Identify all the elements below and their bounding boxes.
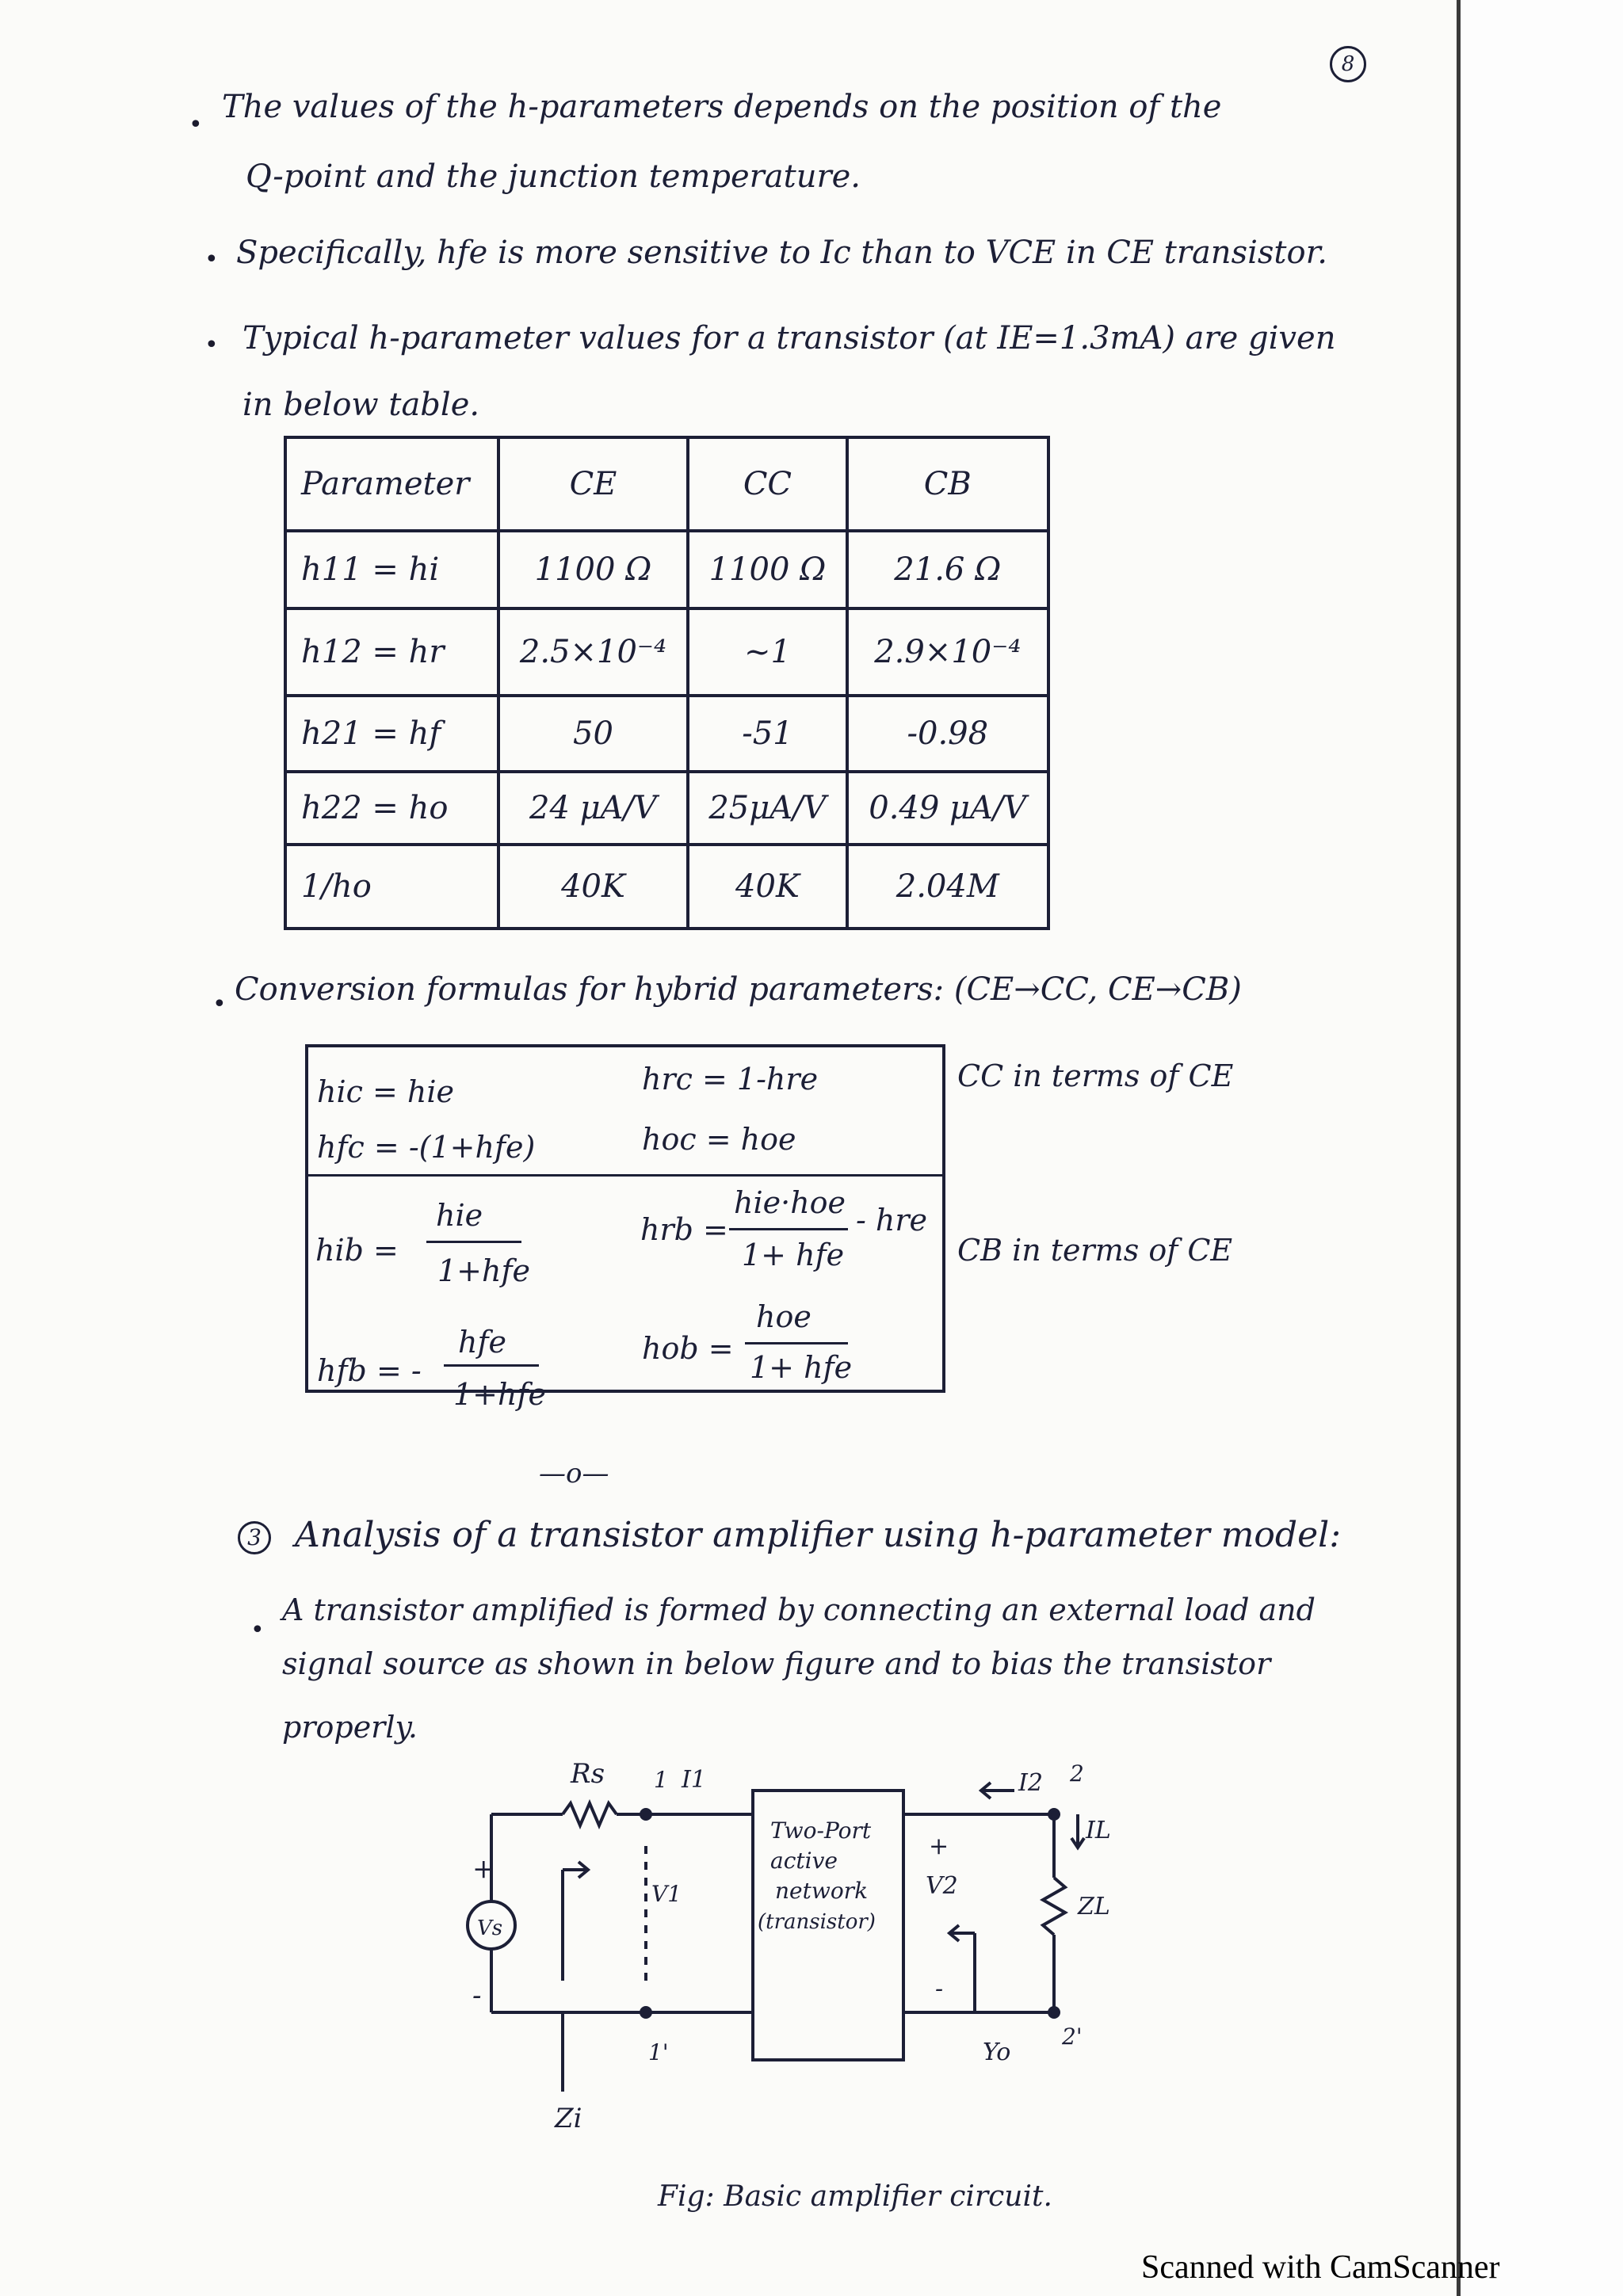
formula-hrb-lhs: hrb =	[640, 1212, 728, 1247]
label-i2: I2	[1018, 1769, 1043, 1797]
table-header-cell: Parameter	[285, 437, 498, 531]
table-row	[285, 608, 1048, 696]
section-paragraph-line-2: signal source as shown in below figure and to bias the transistor	[282, 1646, 1271, 1681]
table-row	[285, 845, 1048, 929]
table-cell: 50	[498, 696, 689, 772]
table-cell: h12 = hr	[285, 608, 498, 696]
table-cell: 2.04M	[847, 845, 1048, 929]
fraction-bar	[426, 1241, 521, 1243]
formula-hob-numerator: hoe	[756, 1299, 812, 1334]
table-cell: 2.5×10⁻⁴	[498, 608, 689, 696]
label-node-1-prime: 1'	[648, 2039, 669, 2065]
table-row	[285, 531, 1048, 608]
page-margin	[1461, 0, 1623, 2296]
fraction-bar	[444, 1364, 539, 1367]
intro-line-2: Specifically, hfe is more sensitive to Ic than to VCE in CE transistor.	[236, 235, 1328, 271]
label-node-2: 2	[1070, 1760, 1084, 1787]
table-cell: h21 = hf	[285, 696, 498, 772]
h-parameter-table	[284, 436, 1050, 930]
formula-hob-denominator: 1+ hfe	[750, 1350, 853, 1385]
network-label-line-2: active	[770, 1848, 838, 1874]
table-cell: 40K	[498, 845, 689, 929]
amplifier-circuit-diagram	[444, 1727, 1205, 2171]
formula-hob-lhs: hob =	[642, 1331, 734, 1366]
label-node-2-prime: 2'	[1062, 2023, 1083, 2050]
bullet-dot: •	[204, 331, 219, 359]
section-heading: Analysis of a transistor amplifier using h-parameter model:	[295, 1515, 1342, 1555]
formula-hib-numerator: hie	[436, 1198, 483, 1233]
bullet-dot: •	[250, 1616, 265, 1644]
formula-hrc: hrc = 1-hre	[642, 1062, 819, 1097]
bullet-dot: •	[204, 246, 219, 273]
table-cell: 40K	[688, 845, 846, 929]
table-header-row	[285, 437, 1048, 531]
formula-hrb-denominator: 1+ hfe	[742, 1238, 845, 1272]
table-cell: -0.98	[847, 696, 1048, 772]
table-cell: 1100 Ω	[498, 531, 689, 608]
bullet-dot: •	[189, 111, 203, 139]
fraction-bar	[729, 1228, 848, 1230]
label-zi: Zi	[555, 2103, 582, 2134]
formula-hrb-numerator: hie·hoe	[734, 1185, 846, 1220]
label-v2: V2	[926, 1872, 958, 1900]
formula-hib-denominator: 1+hfe	[437, 1253, 531, 1288]
table-header-cell: CE	[498, 437, 689, 531]
label-vs: Vs	[477, 1917, 503, 1940]
cb-in-terms-label: CB in terms of CE	[957, 1233, 1233, 1268]
formula-hoc: hoc = hoe	[642, 1122, 796, 1157]
terminal-node	[641, 1810, 651, 1819]
table-cell: 0.49 μA/V	[847, 772, 1048, 845]
figure-caption: Fig: Basic amplifier circuit.	[658, 2180, 1052, 2213]
label-v1: V1	[651, 1881, 682, 1907]
formula-hfb-denominator: 1+hfe	[453, 1377, 547, 1412]
intro-line-3: Typical h-parameter values for a transistor (at IE=1.3mA) are given	[242, 320, 1336, 357]
table-cell: 1/ho	[285, 845, 498, 929]
conversion-title: Conversion formulas for hybrid parameters: (CE→CC, CE→CB)	[235, 971, 1242, 1008]
label-minus: -	[472, 1980, 482, 2012]
table-cell: 1100 Ω	[688, 531, 846, 608]
table-cell: 25μA/V	[688, 772, 846, 845]
label-il: IL	[1086, 1817, 1111, 1844]
table-cell: 2.9×10⁻⁴	[847, 608, 1048, 696]
table-cell: -51	[688, 696, 846, 772]
label-v2-minus: -	[935, 1975, 944, 2003]
table-row	[285, 772, 1048, 845]
network-label-line-4: (transistor)	[758, 1910, 876, 1934]
formula-hfb-numerator: hfe	[458, 1325, 507, 1360]
scanner-watermark: Scanned with CamScanner	[1141, 2249, 1500, 2286]
label-zl: ZL	[1078, 1893, 1110, 1920]
label-rs: Rs	[571, 1758, 605, 1790]
intro-line-1: The values of the h-parameters depends on the position of the	[222, 89, 1222, 125]
table-cell: 21.6 Ω	[847, 531, 1048, 608]
table-row	[285, 696, 1048, 772]
formula-hrb-tail: - hre	[856, 1203, 928, 1238]
formula-hic: hic = hie	[317, 1074, 455, 1109]
formula-divider	[305, 1174, 942, 1177]
label-i1: I1	[682, 1766, 706, 1794]
label-plus: +	[472, 1853, 495, 1885]
fraction-bar	[745, 1342, 848, 1344]
section-paragraph-line-1: A transistor amplified is formed by connecting an external load and	[282, 1592, 1316, 1627]
load-zl-symbol	[1043, 1878, 1065, 1935]
label-yo: Yo	[983, 2039, 1011, 2066]
table-cell: h11 = hi	[285, 531, 498, 608]
page-number: 8	[1330, 46, 1366, 82]
cc-in-terms-label: CC in terms of CE	[957, 1058, 1234, 1093]
formula-hfc: hfc = -(1+hfe)	[317, 1130, 536, 1165]
table-header-cell: CB	[847, 437, 1048, 531]
terminal-node	[1049, 2008, 1059, 2017]
section-number: 3	[238, 1521, 271, 1554]
table-header-cell: CC	[688, 437, 846, 531]
network-label-line-1: Two-Port	[770, 1817, 872, 1844]
formula-hfb-lhs: hfb = -	[317, 1353, 422, 1388]
bullet-dot: •	[212, 990, 227, 1018]
label-v2-plus: +	[929, 1833, 949, 1860]
formula-hib-lhs: hib =	[315, 1233, 399, 1268]
terminal-node	[641, 2008, 651, 2017]
terminal-node	[1049, 1810, 1059, 1819]
label-node-1: 1	[654, 1767, 668, 1793]
intro-line-3b: in below table.	[242, 387, 480, 423]
section-separator: —o—	[539, 1458, 609, 1489]
table-cell: ~1	[688, 608, 846, 696]
table-cell: h22 = ho	[285, 772, 498, 845]
network-label-line-3: network	[775, 1878, 869, 1904]
resistor-rs-symbol	[563, 1803, 617, 1825]
section-paragraph-line-3: properly.	[282, 1710, 418, 1745]
table-cell: 24 μA/V	[498, 772, 689, 845]
intro-line-1b: Q-point and the junction temperature.	[246, 158, 861, 195]
